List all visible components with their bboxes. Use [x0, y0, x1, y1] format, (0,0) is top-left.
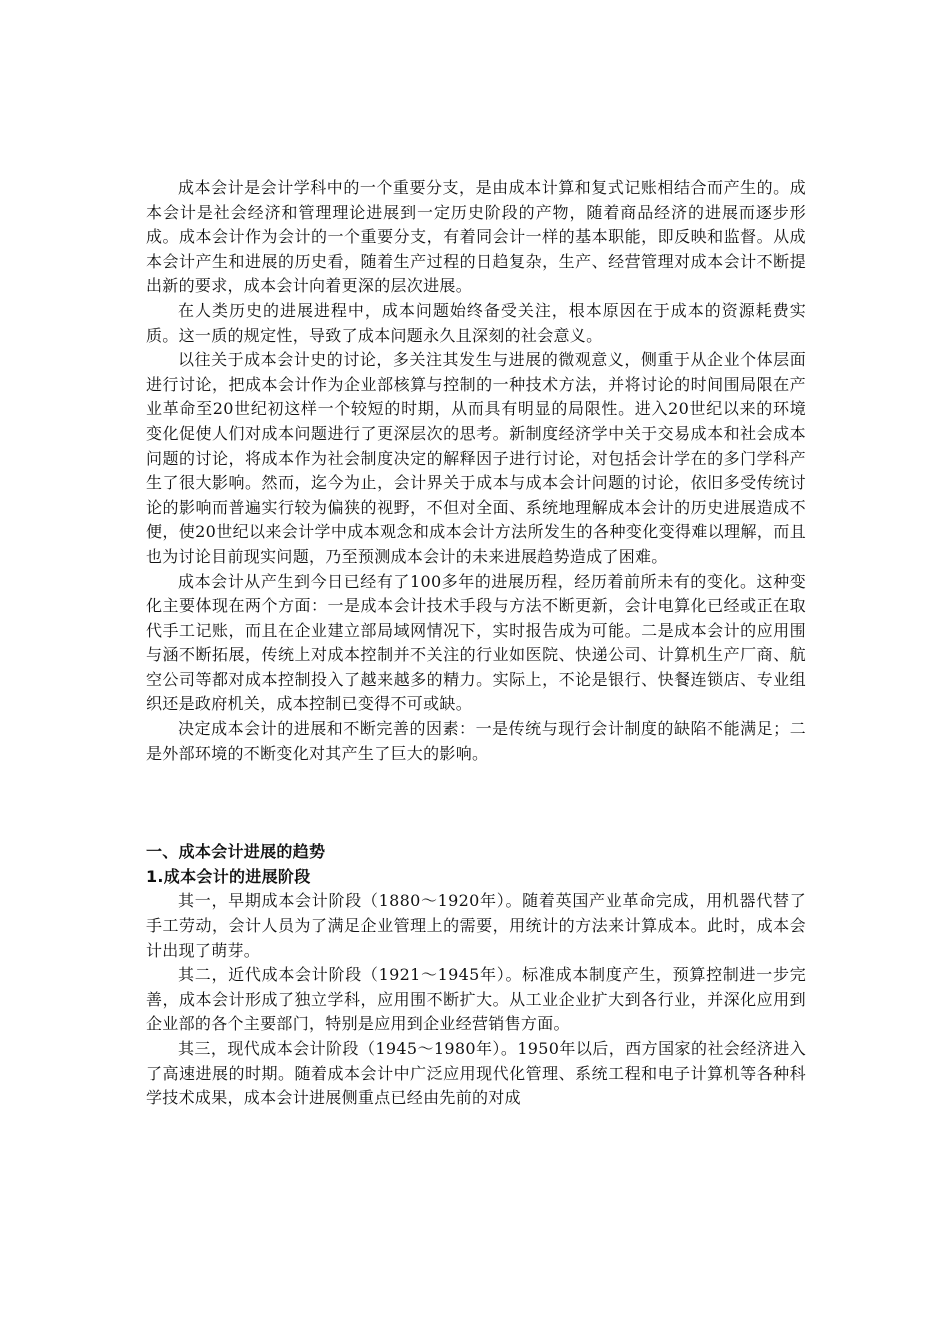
intro-paragraph-1: 成本会计是会计学科中的一个重要分支，是由成本计算和复式记账相结合而产生的。成本会计是社会经济和管理理论进展到一定历史阶段的产物，随着商品经济的进展而逐步形成。成本会计作为会计的一个重要分支，有着同会计一样的基本职能，即反映和监督。从成本会计产生和进展的历史看，随着生产过程的日趋复杂，生产、经营管理对成本会计不断提出新的要求，成本会计向着更深的层次进展。 — [146, 178, 806, 296]
section-paragraph-3: 其三，现代成本会计阶段（1945～1980年）。1950年以后，西方国家的社会经济进入了高速进展的时期。随着成本会计中广泛应用现代化管理、系统工程和电子计算机等各种科学技术成果，成本会计进展侧重点已经由先前的对成 — [146, 1039, 806, 1108]
document-body — [146, 176, 806, 1111]
intro-paragraph-3: 以往关于成本会计史的讨论，多关注其发生与进展的微观意义，侧重于从企业个体层面进行讨论，把成本会计作为企业部核算与控制的一种技术方法，并将讨论的时间围局限在产业革命至20世纪初这样一个较短的时期，从而具有明显的局限性。进入20世纪以来的环境变化促使人们对成本问题进行了更深层次的思考。新制度经济学中关于交易成本和社会成本问题的讨论，将成本作为社会制度决定的解释因子进行讨论，对包括会计学在的多门学科产生了很大影响。然而，迄今为止，会计界关于成本与成本会计问题的讨论，依旧多受传统讨论的影响而普遍实行较为偏狭的视野，不但对全面、系统地理解成本会计的历史进展造成不便，使20世纪以来会计学中成本观念和成本会计方法所发生的各种变化变得难以理解，而且也为讨论目前现实问题，乃至预测成本会计的未来进展趋势造成了困难。 — [146, 350, 806, 566]
section-paragraph-1: 其一，早期成本会计阶段（1880～1920年）。随着英国产业革命完成，用机器代替了手工劳动，会计人员为了满足企业管理上的需要，用统计的方法来计算成本。此时，成本会计出现了萌芽。 — [146, 891, 806, 960]
intro-paragraph-4: 成本会计从产生到今日已经有了100多年的进展历程，经历着前所未有的变化。这种变化主要体现在两个方面：一是成本会计技术手段与方法不断更新，会计电算化已经或正在取代手工记账，而且在企业建立部局域网情况下，实时报告成为可能。二是成本会计的应用围与涵不断拓展，传统上对成本控制并不关注的行业如医院、快递公司、计算机生产厂商、航空公司等都对成本控制投入了越来越多的精力。实际上，不论是银行、快餐连锁店、专业组织还是政府机关，成本控制已变得不可或缺。 — [146, 571, 806, 714]
subsection-heading: 1.成本会计的进展阶段 — [146, 866, 311, 886]
section-paragraph-2: 其二，近代成本会计阶段（1921～1945年）。标准成本制度产生，预算控制进一步完善，成本会计形成了独立学科，应用围不断扩大。从工业企业扩大到各行业，并深化应用到企业部的各个主要部门，特别是应用到企业经营销售方面。 — [146, 965, 806, 1034]
intro-paragraph-2: 在人类历史的进展进程中，成本问题始终备受关注，根本原因在于成本的资源耗费实质。这一质的规定性，导致了成本问题永久且深刻的社会意义。 — [146, 300, 806, 345]
section-spacer — [146, 766, 806, 840]
intro-paragraph-5: 决定成本会计的进展和不断完善的因素：一是传统与现行会计制度的缺陷不能满足；二是外部环境的不断变化对其产生了巨大的影响。 — [146, 719, 806, 763]
section-heading: 一、成本会计进展的趋势 — [146, 842, 326, 862]
